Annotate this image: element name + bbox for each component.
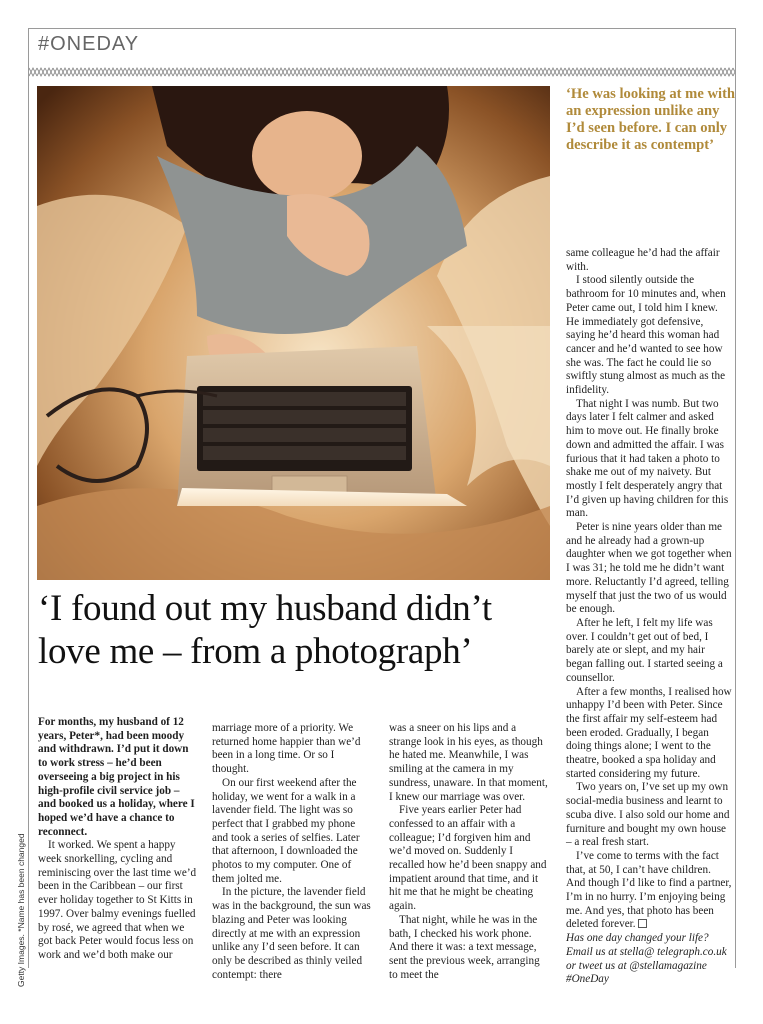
article-column-4 bbox=[566, 247, 732, 987]
paragraph: Five years earlier Peter had confessed to an affair with a colleague; I’d forgiven him and we’d moved on. Suddenly I recalled how he’d been snappy and impatient around that time, and it hit me that he might be cheating again. bbox=[389, 804, 547, 913]
paragraph: After he left, I felt my life was over. I couldn’t get out of bed, I barely ate or slept, and my hair began falling out. I started seeing a counsellor. bbox=[566, 616, 723, 684]
article-column-2 bbox=[212, 722, 372, 982]
paragraph: On our first weekend after the holiday, we went for a walk in a lavender field. The light was so perfect that I grabbed my phone and took a series of selfies. Later that afternoon, I downloaded the photos to my computer. One of them jolted me. bbox=[212, 776, 360, 885]
reader-callout: Has one day changed your life? Email us at stella@ telegraph.co.uk or tweet us at @stellamagazine #OneDay bbox=[566, 932, 727, 986]
paragraph: After a few months, I realised how unhappy I’d been with Peter. Since the first affair my self-esteem had been eroded. Gradually, I began doing things alone; I went to the theatre, booked a spa holiday and started considering my future. bbox=[566, 685, 732, 780]
pull-quote: ‘He was looking at me with an expression unlike any I’d seen before. I can only describe it as contempt’ bbox=[566, 86, 736, 153]
paragraph: Two years on, I’ve set up my own social-media business and learnt to scuba dive. I also sold our home and furniture and bought my own house – a real fresh start. bbox=[566, 781, 730, 849]
paragraph: I stood silently outside the bathroom for 10 minutes and, when Peter came out, I told him I knew. He immediately got defensive, saying he’d heard this woman had cancer and he’d wanted to see how she was. The fact he could lie so swiftly stung almost as much as the infidelity. bbox=[566, 274, 726, 397]
paragraph: was a sneer on his lips and a strange look in his eyes, as though he hated me. Meanwhile, I was smiling at the camera in my sundress, unaware. In that moment, I knew our marriage was over. bbox=[389, 722, 548, 803]
paragraph: That night, while he was in the bath, I checked his work phone. And there it was: a text message, sent the previous week, arranging to meet the bbox=[389, 913, 540, 981]
lead-paragraph: For months, my husband of 12 years, Peter*, had been moody and withdrawn. I’d put it down to work stress – he’d been overseeing a big project in his high-profile civil service job – and booked us a holiday, where I hoped we’d have a chance to reconnect. bbox=[38, 716, 195, 838]
end-mark-icon bbox=[638, 919, 647, 928]
paragraph: It worked. We spent a happy week snorkelling, cycling and reminiscing over the last time we’d been in the Caribbean – our first ever holiday together to St Kitts in 1997. Over balmy evenings fuelled by rosé, we agreed that when we got back Peter would focus less on work and we’d both make our bbox=[38, 839, 197, 961]
article-column-3 bbox=[389, 722, 549, 982]
paragraph: Peter is nine years older than me and he already had a grown-up daughter when we got together when I was 31; he told me he didn’t want more. Reluctantly I’d agreed, telling myself that just the two of us would be enough. bbox=[566, 521, 732, 616]
article-column-1 bbox=[38, 716, 198, 963]
headline: ‘I found out my husband didn’t love me – from a photograph’ bbox=[38, 588, 492, 672]
article-photo bbox=[37, 86, 550, 580]
paragraph: That night I was numb. But two days later I felt calmer and asked him to move out. He finally broke down and admitted the affair. I was furious that it had taken a photo to shake me out of my naivety. But mostly I felt desperately angry that I’d given up having children for this man. bbox=[566, 397, 729, 520]
zigzag-divider bbox=[29, 66, 735, 78]
paragraph: marriage more of a priority. We returned home happier than we’d been in a long time. Or so I thought. bbox=[212, 722, 361, 776]
paragraph: same colleague he’d had the affair with. bbox=[566, 247, 720, 273]
paragraph: In the picture, the lavender field was in the background, the sun was blazing and Peter was looking directly at me with an expression unlike any I’d seen before. It can only be described as thinly veiled contempt: there bbox=[212, 886, 371, 981]
photo-credit: Getty Images. *Name has been changed bbox=[16, 833, 26, 987]
paragraph-text: I’ve come to terms with the fact that, at 50, I can’t have children. And though I’d like to find a partner, I’m in no hurry. I’m enjoying being me. And yes, that photo has been deleted forever. bbox=[566, 849, 732, 931]
paragraph-final bbox=[566, 850, 732, 932]
section-tag: #ONEDAY bbox=[38, 33, 140, 55]
